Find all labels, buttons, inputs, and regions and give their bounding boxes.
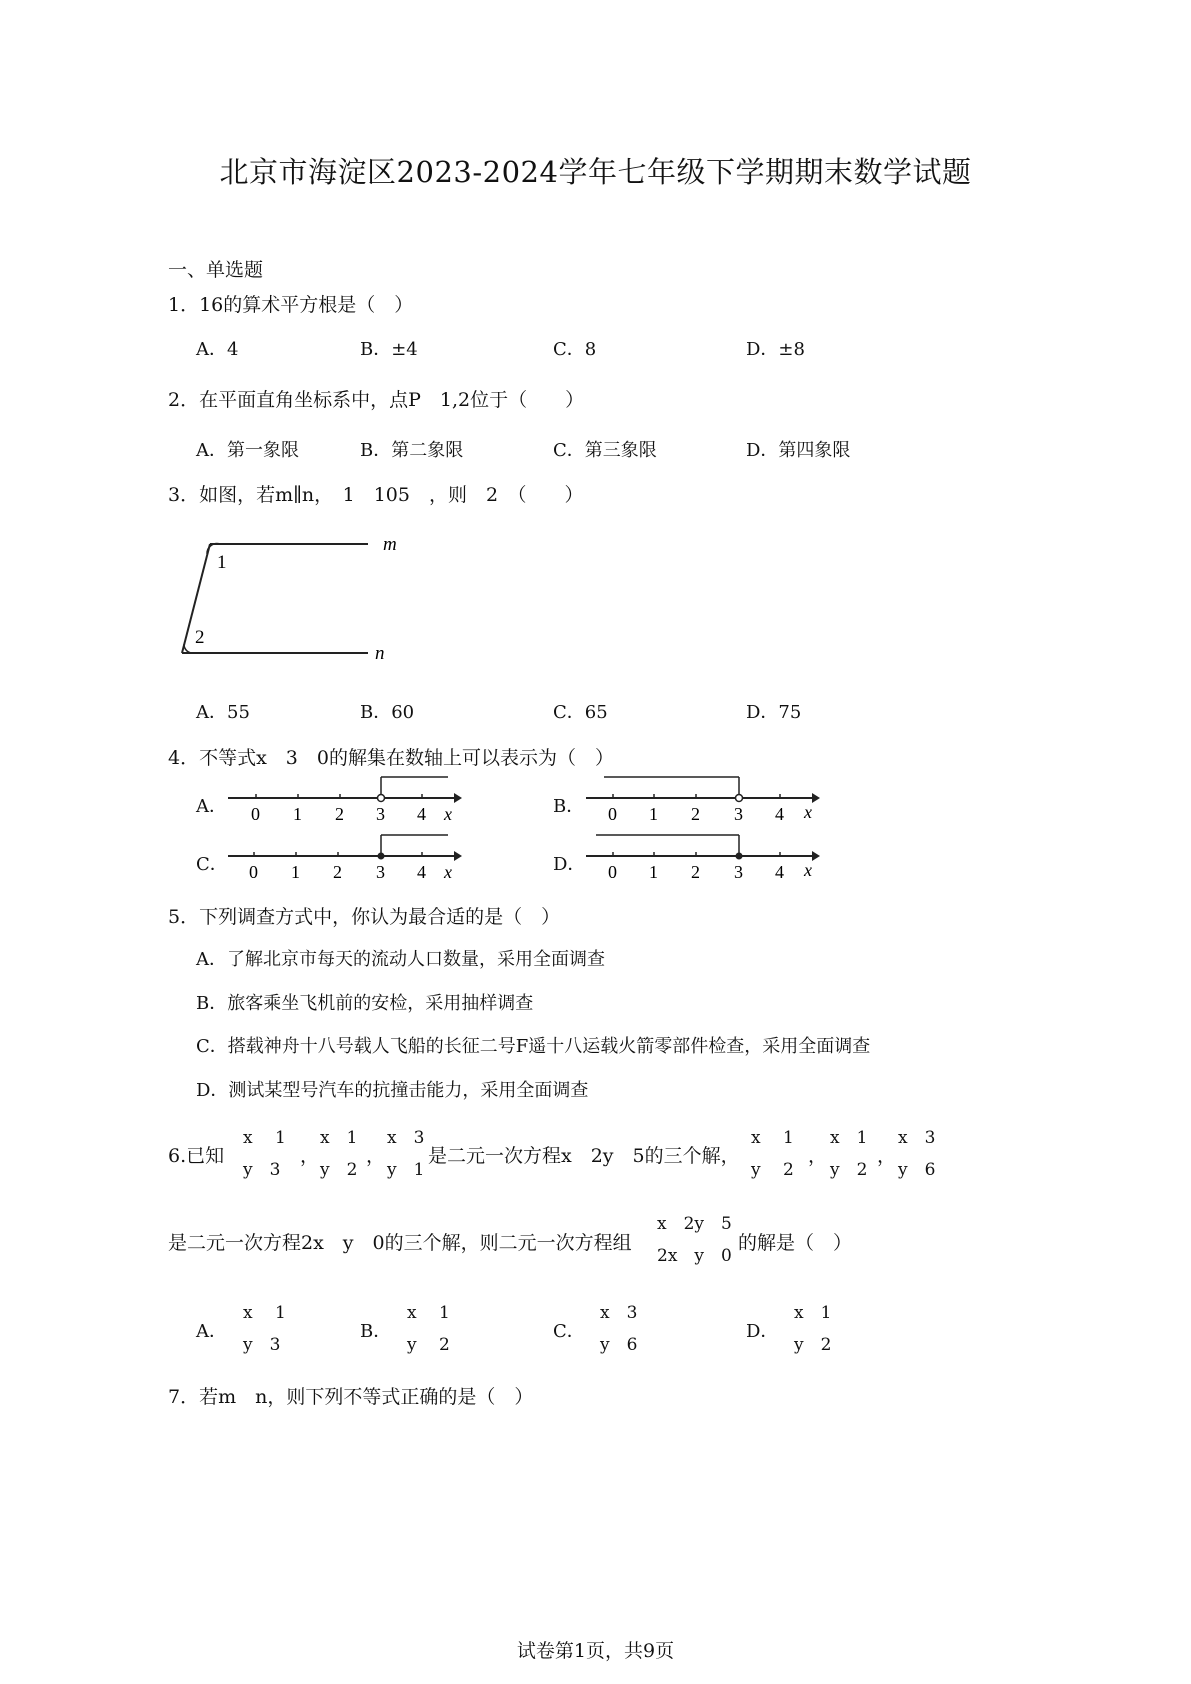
q6-option-b: x 1 y 2 — [407, 1303, 450, 1355]
question-7-stem: 7．若m n，则下列不等式正确的是（ ） — [168, 1386, 534, 1408]
q6-option-b-label: B． — [360, 1321, 392, 1342]
q4-option-a-label: A． — [196, 796, 227, 817]
svg-text:4: 4 — [417, 804, 426, 824]
q6-option-c-label: C． — [553, 1321, 585, 1342]
q6-equation-system: x 2y 5 2x y 0 — [657, 1214, 732, 1266]
number-line-d — [584, 832, 824, 882]
q6-solution-5: x 1 y 2 — [830, 1128, 868, 1180]
line-m-label: m — [383, 534, 397, 555]
q6-solution-1: x 1 y 3 — [243, 1128, 286, 1180]
q6-option-d: x 1 y 2 — [794, 1303, 832, 1355]
question-1-stem: 1．16的算术平方根是（ ） — [168, 294, 414, 316]
q1-option-c: C．8 — [553, 339, 597, 360]
section-heading: 一、单选题 — [168, 259, 264, 281]
q3-option-c: C．65 — [553, 702, 608, 723]
question-6-tail: 的解是（ ） — [738, 1232, 853, 1254]
svg-text:x: x — [444, 804, 452, 824]
number-line-b — [584, 775, 824, 825]
svg-text:2: 2 — [691, 804, 700, 824]
svg-text:1: 1 — [291, 862, 300, 882]
q4-option-c-label: C． — [196, 854, 228, 875]
angle-1-label: 1 — [217, 552, 227, 573]
svg-text:0: 0 — [608, 804, 617, 824]
page-footer: 试卷第1页，共9页 — [516, 1640, 675, 1662]
q6-solution-6: x 3 y 6 — [898, 1128, 936, 1180]
q3-option-b: B．60 — [360, 702, 415, 723]
number-line-a — [226, 775, 466, 825]
svg-text:0: 0 — [249, 862, 258, 882]
q2-option-d: D．第四象限 — [746, 440, 851, 461]
question-6-lead: 6.已知 — [168, 1145, 225, 1167]
svg-text:3: 3 — [734, 804, 743, 824]
svg-text:2: 2 — [333, 862, 342, 882]
svg-text:4: 4 — [775, 862, 784, 882]
closed-dot — [736, 853, 743, 860]
q6-solution-2: x 1 y 2 — [320, 1128, 358, 1180]
open-dot — [378, 795, 385, 802]
q2-option-a: A．第一象限 — [196, 440, 299, 461]
question-5-stem: 5．下列调查方式中，你认为最合适的是（ ） — [168, 906, 561, 928]
svg-text:2: 2 — [335, 804, 344, 824]
q2-option-b: B．第二象限 — [360, 440, 464, 461]
question-3-stem: 3．如图，若m∥n， 1 105 ，则 2 （ ） — [168, 484, 584, 506]
svg-text:4: 4 — [417, 862, 426, 882]
question-6-line2: 是二元一次方程2x y 0的三个解，则二元一次方程组 — [168, 1232, 632, 1254]
svg-text:x: x — [804, 802, 812, 822]
q6-option-c: x 3 y 6 — [600, 1303, 638, 1355]
q6-solution-4: x 1 y 2 — [751, 1128, 794, 1180]
q6-solution-3: x 3 y 1 — [387, 1128, 425, 1180]
q5-option-c: C．搭载神舟十八号载人飞船的长征二号F遥十八运载火箭零部件检查，采用全面调查 — [196, 1036, 871, 1057]
q2-option-c: C．第三象限 — [553, 440, 657, 461]
open-dot — [736, 795, 743, 802]
q1-option-d: D．±8 — [746, 339, 805, 360]
q6-option-a: x 1 y 3 — [243, 1303, 286, 1355]
q5-option-a: A．了解北京市每天的流动人口数量，采用全面调查 — [196, 949, 605, 970]
svg-text:x: x — [444, 862, 452, 882]
number-line-c — [226, 832, 466, 882]
question-6-mid: 是二元一次方程x 2y 5的三个解， — [428, 1145, 740, 1167]
svg-text:3: 3 — [376, 862, 385, 882]
svg-text:1: 1 — [649, 862, 658, 882]
svg-text:x: x — [804, 860, 812, 880]
angle-2-label: 2 — [195, 627, 205, 648]
parallel-lines-figure — [170, 530, 420, 670]
svg-text:3: 3 — [376, 804, 385, 824]
svg-text:4: 4 — [775, 804, 784, 824]
q1-option-a: A．4 — [196, 339, 239, 360]
svg-text:1: 1 — [293, 804, 302, 824]
q5-option-d: D．测试某型号汽车的抗撞击能力，采用全面调查 — [196, 1080, 589, 1101]
q4-option-b-label: B． — [553, 796, 585, 817]
angle-2-arc — [184, 644, 191, 653]
q4-option-d-label: D． — [553, 854, 586, 875]
q3-option-d: D．75 — [746, 702, 802, 723]
svg-text:2: 2 — [691, 862, 700, 882]
svg-text:0: 0 — [608, 862, 617, 882]
q6-option-d-label: D． — [746, 1321, 779, 1342]
q3-option-a: A．55 — [196, 702, 250, 723]
closed-dot — [378, 853, 385, 860]
q1-option-b: B．±4 — [360, 339, 418, 360]
q5-option-b: B．旅客乘坐飞机前的安检，采用抽样调查 — [196, 993, 534, 1014]
question-4-stem: 4．不等式x 3 0的解集在数轴上可以表示为（ ） — [168, 747, 614, 769]
svg-text:3: 3 — [734, 862, 743, 882]
svg-text:1: 1 — [649, 804, 658, 824]
line-n-label: n — [375, 643, 385, 664]
q6-option-a-label: A． — [196, 1321, 227, 1342]
page-title: 北京市海淀区2023-2024学年七年级下学期期末数学试题 — [219, 155, 972, 189]
question-2-stem: 2．在平面直角坐标系中，点P 1,2位于（ ） — [168, 389, 585, 411]
svg-text:0: 0 — [251, 804, 260, 824]
